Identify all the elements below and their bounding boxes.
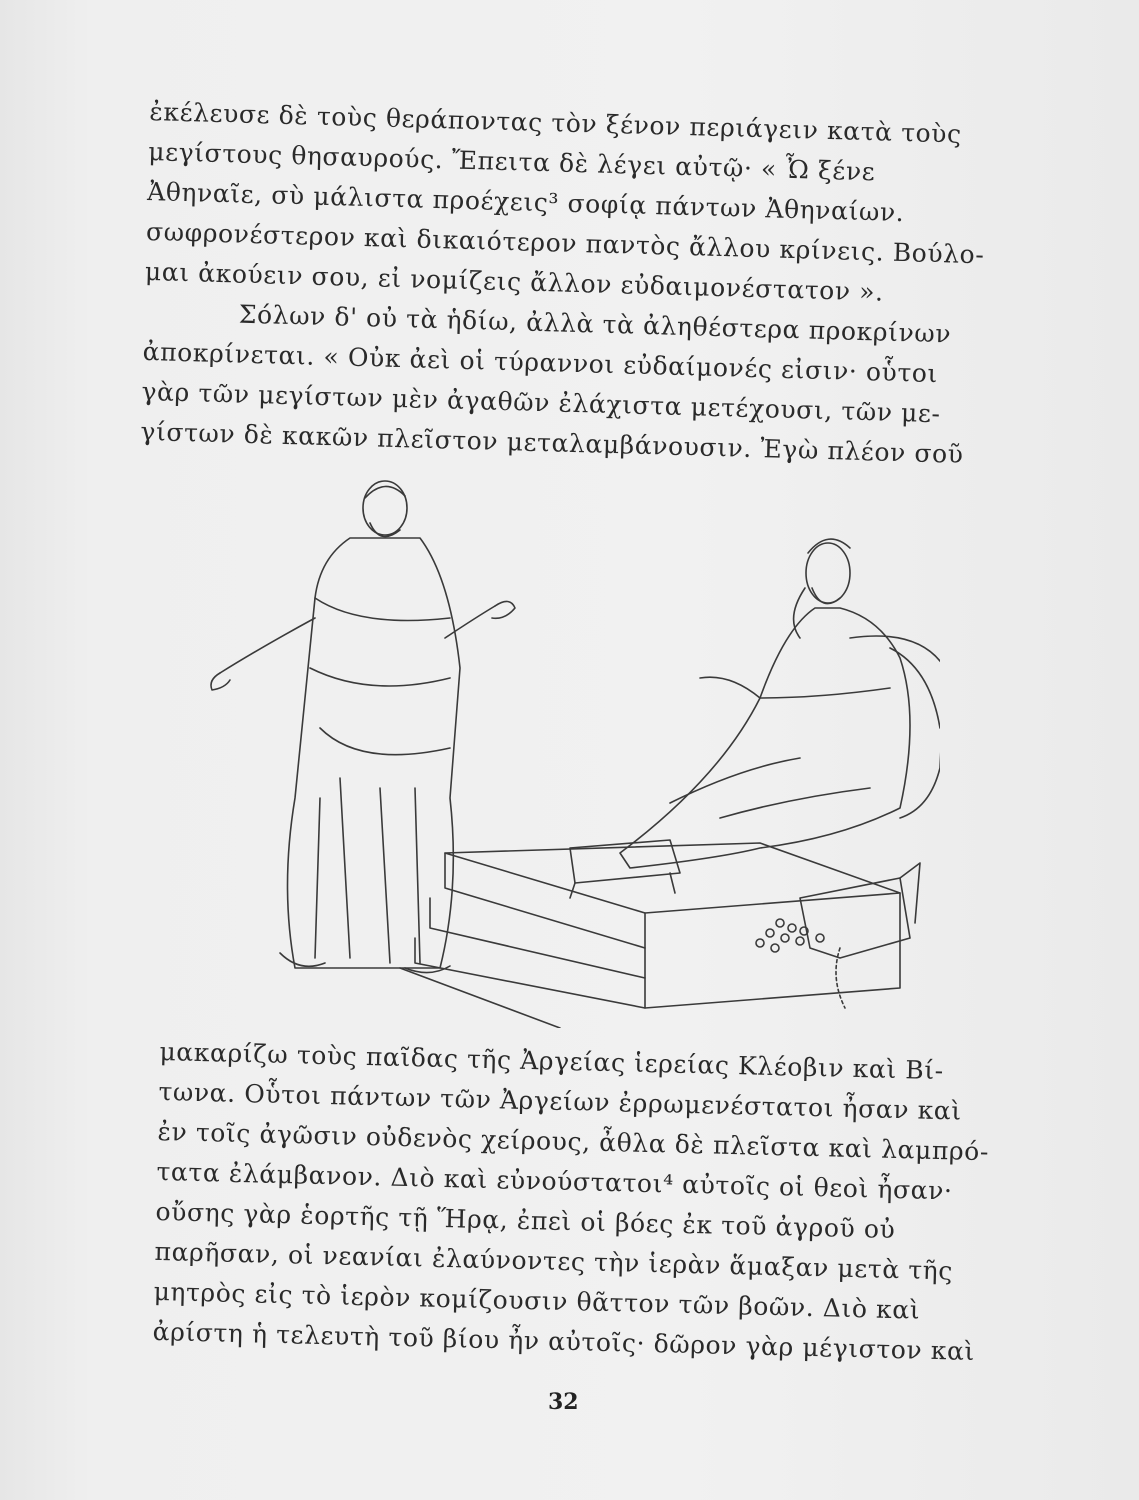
platform-top (445, 843, 900, 913)
croesus-head (806, 543, 850, 603)
text-line: οὔσης γὰρ ἑορτῆς τῇ Ἥρᾳ, ἐπεὶ οἱ βόες ἐκ τοῦ ἀγροῦ οὐ (155, 1196, 896, 1245)
solon-left-arm (220, 618, 315, 673)
text-line: γίστων δὲ κακῶν πλεῖστον μεταλαμβάνουσιν. Ἐγὼ πλέον σοῦ (140, 416, 964, 469)
page-number: 32 (548, 1389, 579, 1415)
solon-croesus-illustration (200, 468, 940, 1028)
text-line: σωφρονέστερον καὶ δικαιότερον παντὸς ἄλλου κρίνεις. Βούλο- (145, 216, 985, 270)
text-line: μητρὸς εἰς τὸ ἱερὸν κομίζουσιν θᾶττον τῶν βοῶν. Διὸ καὶ (153, 1276, 921, 1325)
text-line: Ἀθηναῖε, σὺ μάλιστα προέχεις³ σοφίᾳ πάντων Ἀθηναίων. (146, 176, 905, 228)
top-paragraph (140, 92, 1040, 477)
text-line: ἀρίστη ἡ τελευτὴ τοῦ βίου ἦν αὐτοῖς· δῶρον γὰρ μέγιστον καὶ (152, 1316, 976, 1367)
text-line: γὰρ τῶν μεγίστων μὲν ἀγαθῶν ἐλάχιστα μετέχουσι, τῶν με- (141, 376, 941, 429)
text-line: μεγίστους θησαυρούς. Ἔπειτα δὲ λέγει αὐτῷ· « Ὦ ξένε (147, 136, 876, 187)
text-line: ἀποκρίνεται. « Οὐκ ἀεὶ οἱ τύραννοι εὐδαίμονές εἰσιν· οὗτοι (142, 336, 939, 389)
text-line: τατα ἐλάμβανον. Διὸ καὶ εὐνούστατοι⁴ αὐτοῖς οἱ θεοὶ ἦσαν· (156, 1156, 953, 1206)
solon-head (363, 481, 407, 535)
throne (850, 636, 940, 818)
step-1 (445, 853, 645, 948)
text-line: μαι ἀκούειν σου, εἰ νομίζεις ἄλλον εὐδαιμονέστατον ». (144, 256, 885, 307)
text-line: τωνα. Οὗτοι πάντων τῶν Ἀργείων ἐρρωμενέστατοι ἦσαν καὶ (158, 1076, 963, 1126)
text-line: ἐκέλευσε δὲ τοὺς θεράποντας τὸν ξένον περιάγειν κατὰ τοὺς (149, 96, 963, 149)
bottom-paragraph (152, 1032, 1010, 1373)
text-line: ἐν τοῖς ἀγῶσιν οὐδενὸς χείρους, ἆθλα δὲ πλεῖστα καὶ λαμπρό- (157, 1116, 990, 1167)
text-line: μακαρίζω τοὺς παῖδας τῆς Ἀργείας ἱερείας Κλέοβιν καὶ Βί- (159, 1036, 945, 1086)
text-line: παρῆσαν, οἱ νεανίαι ἐλαύνοντες τὴν ἱερὰν ἅμαξαν μετὰ τῆς (154, 1236, 954, 1286)
croesus-robe (620, 608, 910, 868)
text-line: Σόλων δ' οὐ τὰ ἡδίω, ἀλλὰ τὰ ἀληθέστερα προκρίνων (238, 299, 952, 349)
